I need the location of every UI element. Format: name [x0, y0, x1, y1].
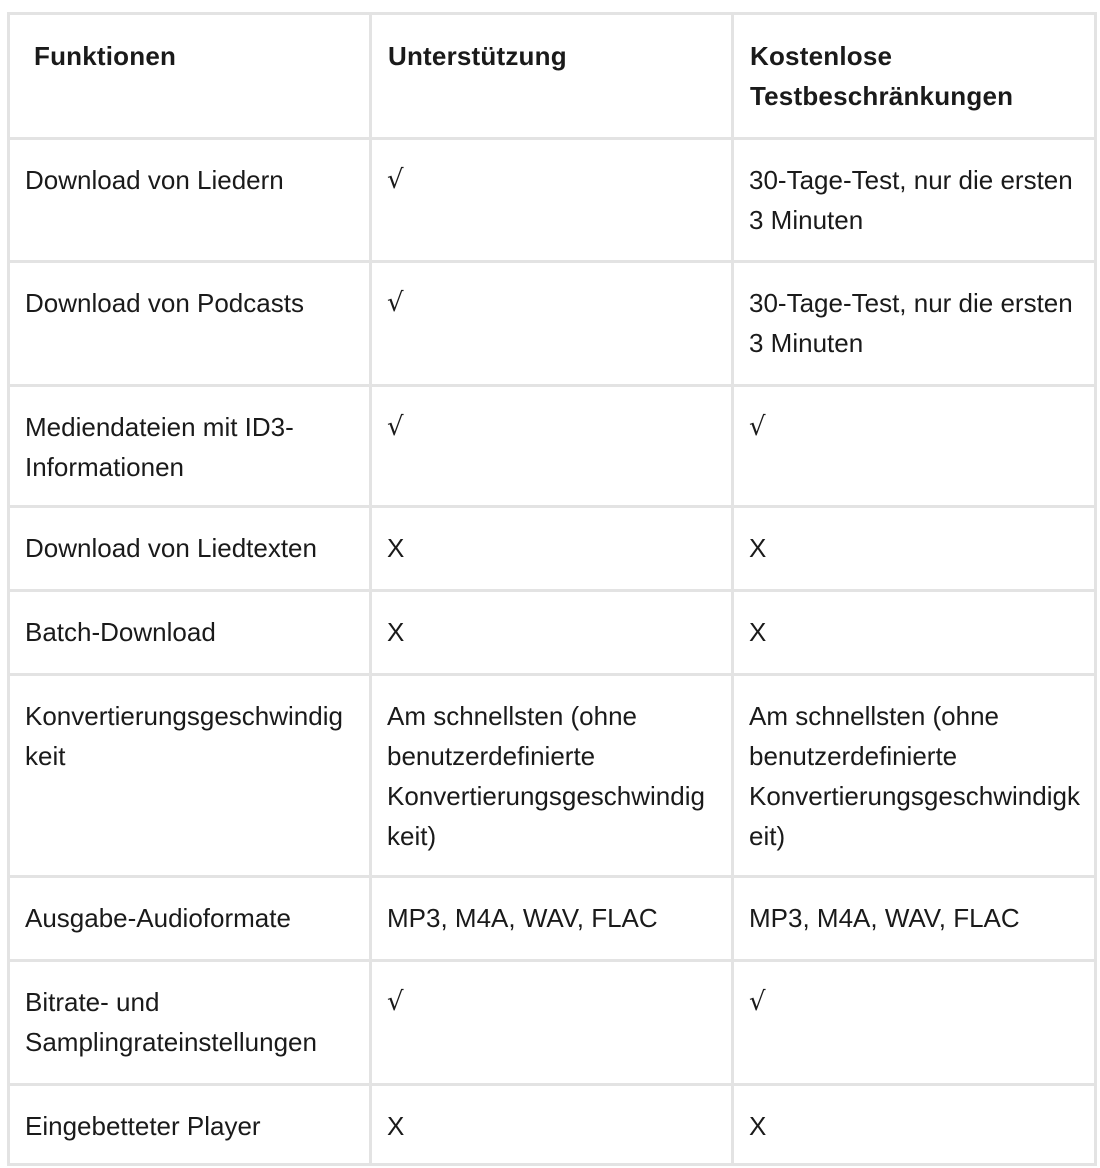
header-free-trial-limits: Kostenlose Testbeschränkungen	[733, 14, 1096, 139]
feature-cell: Mediendateien mit ID3-Informationen	[9, 386, 371, 507]
feature-cell: Batch-Download	[9, 591, 371, 675]
feature-cell: Download von Liedtexten	[9, 507, 371, 591]
trial-limit-cell: √	[733, 386, 1096, 507]
table-row	[9, 877, 1096, 961]
trial-limit-cell: Am schnellsten (ohne benutzerdefinierte Konvertierungsgeschwindigkeit)	[733, 675, 1096, 877]
support-cell: √	[371, 262, 733, 386]
table-row	[9, 262, 1096, 386]
trial-limit-cell: 30-Tage-Test, nur die ersten 3 Minuten	[733, 139, 1096, 262]
feature-cell: Konvertierungsgeschwindigkeit	[9, 675, 371, 877]
feature-comparison-table	[7, 12, 1097, 1166]
header-features: Funktionen	[9, 14, 371, 139]
table-row	[9, 961, 1096, 1085]
feature-cell: Eingebetteter Player	[9, 1085, 371, 1165]
support-cell: √	[371, 961, 733, 1085]
table-header-row	[9, 14, 1096, 139]
support-cell: X	[371, 1085, 733, 1165]
feature-cell: Download von Liedern	[9, 139, 371, 262]
support-cell: X	[371, 507, 733, 591]
table-row	[9, 386, 1096, 507]
feature-cell: Download von Podcasts	[9, 262, 371, 386]
feature-cell: Ausgabe-Audioformate	[9, 877, 371, 961]
table-row	[9, 591, 1096, 675]
support-cell: √	[371, 139, 733, 262]
header-support: Unterstützung	[371, 14, 733, 139]
trial-limit-cell: X	[733, 507, 1096, 591]
trial-limit-cell: 30-Tage-Test, nur die ersten 3 Minuten	[733, 262, 1096, 386]
trial-limit-cell: MP3, M4A, WAV, FLAC	[733, 877, 1096, 961]
trial-limit-cell: X	[733, 1085, 1096, 1165]
support-cell: √	[371, 386, 733, 507]
feature-cell: Bitrate- und Samplingrateinstellungen	[9, 961, 371, 1085]
trial-limit-cell: √	[733, 961, 1096, 1085]
table-row	[9, 1085, 1096, 1165]
feature-comparison-table-wrapper	[7, 12, 1097, 1166]
table-row	[9, 507, 1096, 591]
trial-limit-cell: X	[733, 591, 1096, 675]
table-row	[9, 675, 1096, 877]
support-cell: MP3, M4A, WAV, FLAC	[371, 877, 733, 961]
support-cell: X	[371, 591, 733, 675]
table-row	[9, 139, 1096, 262]
support-cell: Am schnellsten (ohne benutzerdefinierte Konvertierungsgeschwindigkeit)	[371, 675, 733, 877]
